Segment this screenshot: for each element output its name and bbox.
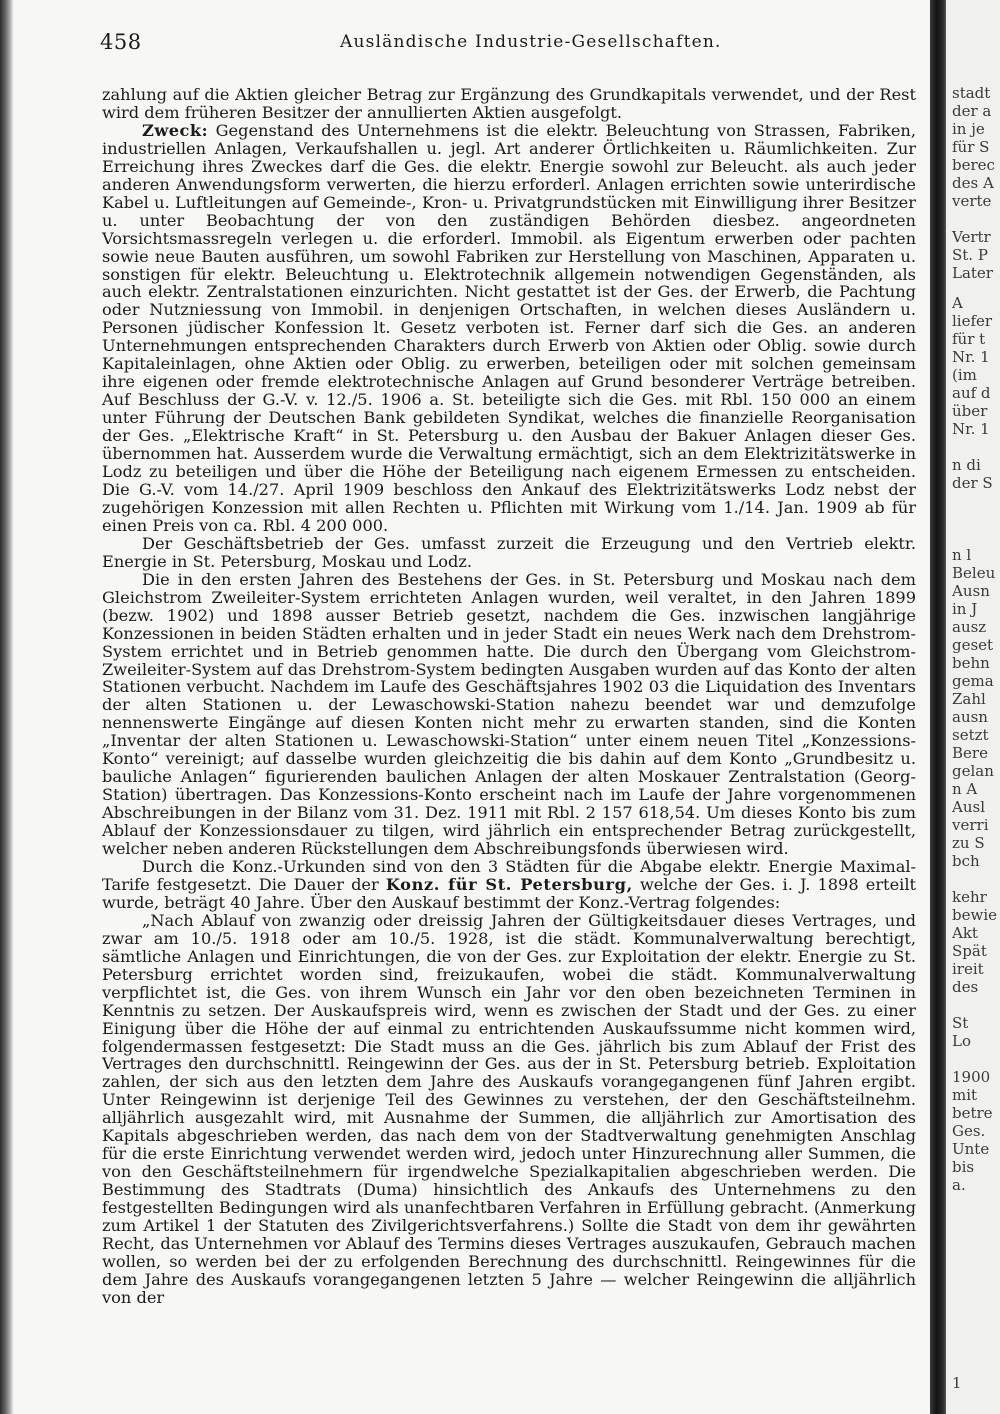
adjacent-page-fragment (946, 0, 1000, 1414)
fragment-line: gelan (952, 762, 994, 780)
fragment-line: über (952, 402, 988, 420)
fragment-line: liefer (952, 312, 993, 330)
body-text (102, 86, 916, 1307)
running-title: Ausländische Industrie-Gesellschaften. (340, 32, 722, 52)
fragment-line: Later (952, 264, 993, 282)
fragment-line: bch (952, 852, 980, 870)
zweck-text: Gegenstand des Unternehmens ist die elektr. Beleuchtung von Strassen, Fabriken, industriellen Anlagen, Verkaufshallen u. jegl. Art anderer Örtlichkeiten u. Räumlichkeiten. Zur Erreichung ihres Zweckes darf die Ges. die elektr. Energie sowohl zur Beleucht. als auch jeder anderen Anwendungsform verwerten, die hierzu erforderl. Anlagen errichten sowie unterirdische Kabel u. Luftleitungen auf Gemeinde-, Kron- u. Privatgrundstücken mit Einwilligung ihrer Besitzer u. unter Beobachtung der von den zuständigen Behörden diesbez. angeordneten Vorsichtsmassregeln verlegen u. die erforderl. Immobil. als Eigentum erwerben oder pachten sowie neue Bauten ausführen, um sowohl Fabriken zur Herstellung von Maschinen, Apparaten u. sonstigen für elektr. Beleuchtung u. Elektrotechnik allgemein notwendigen Gegenständen, als auch elektr. Zentralstationen einzurichten. Nicht gestattet ist der Ges. der Erwerb, die Pachtung oder Nutzniessung von Immobil. in denjenigen Ortschaften, in welchen dieses Ausländern u. Personen jüdischer Konfession lt. Gesetz verboten ist. Ferner darf sich die Ges. an anderen Unternehmungen entsprechenden Charakters durch Erwerb von Aktien oder Oblig. sowie durch Kapitaleinlagen, ohne Aktien oder Oblig. zu erwerben, beteiligen oder mit solchen gemeinsam ihre eigenen oder fremde elektrotechnische Anlagen auf Grund besonderer Verträge betreiben. Auf Beschluss der G.-V. v. 12./5. 1906 a. St. beteiligte sich die Ges. mit Rbl. 150 000 an einem unter Führung der Deutschen Bank gebildeten Syndikat, welches die finanzielle Reorganisation der Ges. „Elektrische Kraft“ in St. Petersburg u. den Ausbau der Bakuer Anlagen dieser Ges. übernommen hat. Ausserdem wurde die Verwaltung ermächtigt, sich an dem Elektrizitätswerke in Lodz zu beteiligen und über die Höhe der Beteiligung nach eigenem Ermessen zu entscheiden. Die G.-V. vom 14./27. April 1909 beschloss den Ankauf des Elektrizitätswerks Lodz nebst der zugehörigen Konzession mit allen Rechten u. Pflichten mit Wirkung vom 1./14. Jan. 1909 ab für einen Preis von ca. Rbl. 4 200 000. (102, 120, 916, 535)
fragment-line: des (952, 978, 979, 996)
fragment-line: verte (952, 192, 992, 210)
scan-left-edge (0, 0, 14, 1414)
fragment-line: Spät (952, 942, 987, 960)
fragment-line: A (952, 294, 963, 312)
fragment-line: setzt (952, 726, 989, 744)
fragment-line: Nr. 1 (952, 420, 990, 438)
fragment-line: gema (952, 672, 994, 690)
paragraph-auskauf-quote: „Nach Ablauf von zwanzig oder dreissig Jahren der Gültigkeitsdauer dieses Vertrages, und zwar am 10./5. 1918 oder am 10./5. 1928, ist die städt. Kommunalverwaltung berechtigt, sämtliche Anlagen und Einrichtungen, die von der Ges. zur Exploitation der elektr. Energie zu St. Petersburg errichtet worden sind, freizukaufen, wobei die städt. Kommunalverwaltung verpflichtet ist, die Ges. von ihrem Wunsch ein Jahr vor den oben bezeichneten Terminen in Kenntnis zu setzen. Der Auskaufspreis wird, wenn es zwischen der Stadt und der Ges. zu einer Einigung über die Höhe der auf einmal zu entrichtenden Auskaufssumme nicht kommen wird, folgendermassen festgesetzt: Die Stadt muss an die Ges. jährlich bis zum Ablauf der Frist des Vertrages den durchschnittl. Reingewinn der Ges. aus der in St. Petersburg betrieb. Exploitation zahlen, der sich aus den letzten dem Jahre des Auskaufs vorangegangenen fünf Jahren ergibt. Unter Reingewinn ist derjenige Teil des Gewinnes zu verstehen, der den Geschäftsteilnehm. alljährlich ausgezahlt wird, mit Ausnahme der Summen, die alljährlich zur Amortisation des Kapitals abgeschrieben werden, das nach dem von der Stadtverwaltung genehmigten Anschlag für die erste Einrichtung verwendet werden wird, jedoch unter Hinzurechnung aller Summen, die von den Geschäftsteilnehmern für irgendwelche Spezialkapitalien abgeschrieben werden. Die Bestimmung des Stadtrats (Duma) hinsichtlich des Ankaufs des Unternehmens zu den festgestellten Bedingungen wird als unanfechtbaren Verfahren in Erfüllung gebracht. (Anmerkung zum Artikel 1 der Statuten des Zivilgerichtsverfahrens.) Sollte die Stadt von dem ihr gewährten Recht, das Unternehmen vor Ablauf des Termins dieses Vertrages auszukaufen, Gebrauch machen wollen, so werden bei der zu erfolgenden Berechnung des durchschnittl. Reingewinnes für die dem Jahre des Auskaufs vorangegangenen letzten 5 Jahre — welcher Reingewinn die alljährlich von der (102, 910, 916, 1307)
fragment-line: St. P (952, 246, 988, 264)
paragraph-geschaeftsbetrieb: Der Geschäftsbetrieb der Ges. umfasst zurzeit die Erzeugung und den Vertrieb elektr. Energie in St. Petersburg, Moskau und Lodz. (102, 533, 916, 571)
fragment-line: a. (952, 1176, 966, 1194)
fragment-line: Lo (952, 1032, 971, 1050)
fragment-line: Ausl (952, 798, 985, 816)
fragment-line: Zahl (952, 690, 986, 708)
fragment-line: kehr (952, 888, 987, 906)
fragment-line: verri (952, 816, 989, 834)
fragment-line: stadt (952, 84, 991, 102)
fragment-line: Akt (952, 924, 978, 942)
fragment-line: für t (952, 330, 986, 348)
fragment-line: Beleu (952, 564, 996, 582)
fragment-line: betre (952, 1104, 993, 1122)
fragment-line: Ges. (952, 1122, 986, 1140)
fragment-line: Nr. 1 (952, 348, 990, 366)
fragment-line: ireit (952, 960, 984, 978)
page-number: 458 (100, 30, 142, 54)
fragment-line: Vertr (952, 228, 991, 246)
paragraph-aktien-ergaenzung: zahlung auf die Aktien gleicher Betrag zur Ergänzung des Grundkapitals verwendet, und der Rest wird dem früheren Besitzer der annullierten Aktien ausgefolgt. (102, 85, 916, 122)
fragment-line: mit (952, 1086, 978, 1104)
fragment-line: berec (952, 156, 995, 174)
fragment-line: in je (952, 120, 985, 138)
fragment-line: auf d (952, 384, 991, 402)
page-header (100, 30, 910, 58)
konz-st-petersburg-heading: Konz. für St. Petersburg, (385, 874, 633, 894)
paragraph-zweck (102, 122, 916, 535)
konz-text-after: welche der Ges. i. J. 1898 erteilt wurde, beträgt 40 Jahre. Über den Auskauf bestimmt der Konz.-Vertrag folgendes: (102, 874, 917, 912)
fragment-line: ausz (952, 618, 987, 636)
fragment-line: bewie (952, 906, 997, 924)
paragraph-stationen: Die in den ersten Jahren des Bestehens der Ges. in St. Petersburg und Moskau nach dem Gleichstrom Zweileiter-System errichteten Anlagen wurden, weil veraltet, in den Jahren 1899 (bezw. 1902) und 1898 ausser Betrieb gesetzt, nachdem die Ges. inzwischen langjährige Konzessionen in beiden Städten erhalten und in jeder Stadt ein neues Werk nach dem Drehstrom-System errichtet und in Betrieb genommen hatte. Die durch den Übergang vom Gleichstrom-Zweileiter-System auf das Drehstrom-System bedingten Ausgaben wurden auf das Konto der alten Stationen verbucht. Nachdem im Laufe des Geschäftsjahres 1902 03 die Liquidation des Inventars der alten Stationen u. der Lewaschowski-Station nahezu beendet war und demzufolge nennenswerte Eingänge auf diesen Konten nicht mehr zu erwarten standen, sind die Konten „Inventar der alten Stationen u. Lewaschowski-Station“ unter einem neuen Titel „Konzessions-Konto“ vereinigt; auf dasselbe wurden gleichzeitig die bis dahin auf dem Konto „Grundbesitz u. bauliche Anlagen“ figurierenden baulichen Anlagen der alten Moskauer Zentralstation (Georg-Station) übertragen. Das Konzessions-Konto erscheint nach im Laufe der Jahre vorgenommenen Abschreibungen in der Bilanz vom 31. Dez. 1911 mit Rbl. 2 157 618,54. Um dieses Konto bis zum Ablauf der Konzessionsdauer zu tilgen, wird jährlich ein entsprechender Betrag zurückgestellt, welcher neben anderen Rückstellungen dem Abschreibungsfonds überwiesen wird. (102, 569, 916, 859)
fragment-line: des A (952, 174, 994, 192)
fragment-line: der a (952, 102, 992, 120)
fragment-line: (im (952, 366, 977, 384)
fragment-line: n l (952, 546, 972, 564)
fragment-line: 1900 (952, 1068, 991, 1086)
fragment-line: behn (952, 654, 990, 672)
book-page (14, 0, 930, 1414)
fragment-line: Unte (952, 1140, 990, 1158)
fragment-line: Bere (952, 744, 988, 762)
book-gutter (930, 0, 946, 1414)
fragment-line: n A (952, 780, 978, 798)
zweck-label: Zweck: (142, 120, 209, 140)
fragment-line: ausn (952, 708, 988, 726)
fragment-line: bis (952, 1158, 975, 1176)
fragment-line: Ausn (952, 582, 990, 600)
fragment-line: zu S (952, 834, 985, 852)
fragment-line: in J (952, 600, 978, 618)
fragment-line: geset (952, 636, 994, 654)
fragment-line: für S (952, 138, 990, 156)
konz-text-before: Durch die Konz.-Urkunden sind von den 3 Städten für die Abgabe elektr. Energie Maximal-Tarife festgesetzt. Die Dauer der (102, 856, 916, 894)
fragment-line: 1 (952, 1374, 962, 1392)
paragraph-konz-urkunden (102, 858, 916, 912)
fragment-line: St (952, 1014, 969, 1032)
fragment-line: n di (952, 456, 981, 474)
fragment-line: der S (952, 474, 993, 492)
